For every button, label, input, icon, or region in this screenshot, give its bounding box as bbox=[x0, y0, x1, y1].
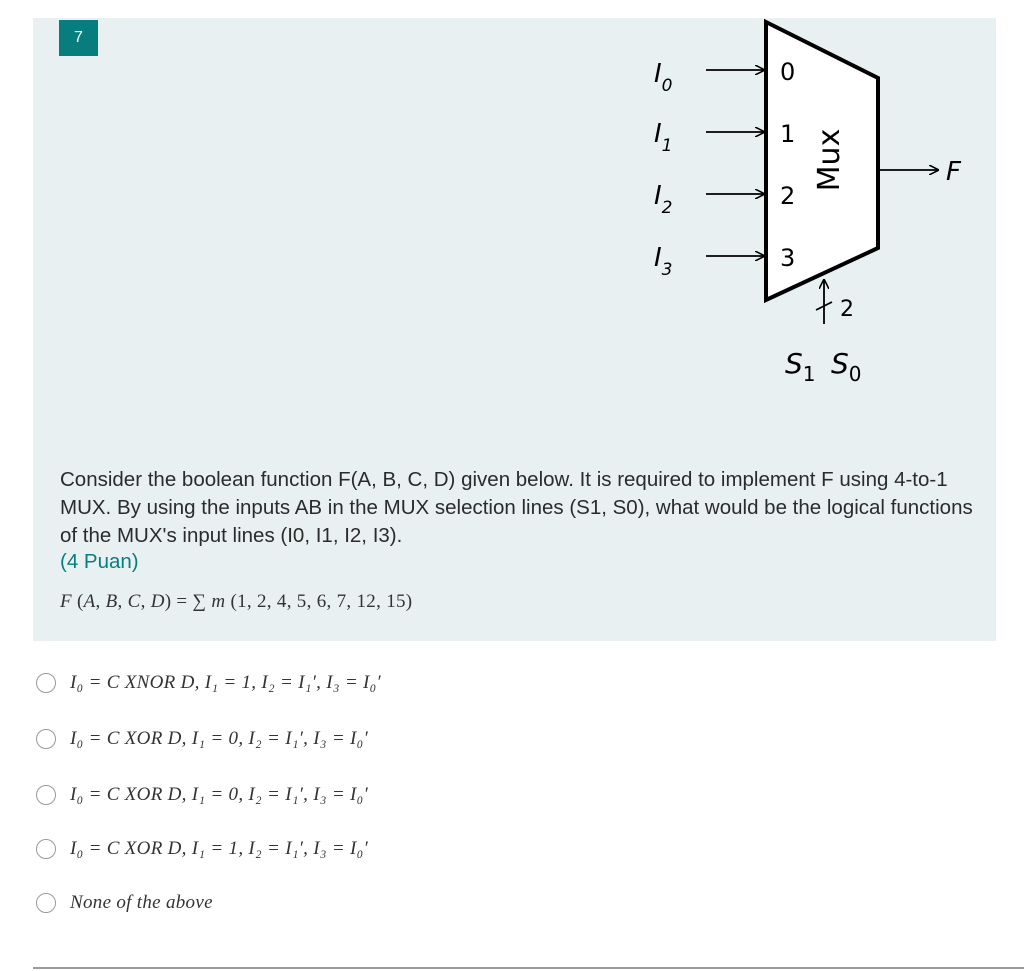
port-number-2: 2 bbox=[780, 182, 796, 210]
port-number-1: 1 bbox=[780, 120, 796, 148]
port-number-0: 0 bbox=[780, 58, 796, 86]
bottom-divider bbox=[33, 967, 1024, 969]
select-width-label: 2 bbox=[840, 297, 854, 322]
option-3[interactable] bbox=[36, 782, 368, 808]
option-5[interactable] bbox=[36, 890, 213, 916]
input-label-i0: $I_0$ bbox=[654, 59, 673, 96]
option-label: None of the above bbox=[70, 892, 213, 913]
boolean-function-formula: F (A, B, C, D) = ∑ m (1, 2, 4, 5, 6, 7, 12, 15) bbox=[60, 591, 413, 612]
mux-label: Mux bbox=[812, 128, 847, 192]
select-label-s1: $S_1$ bbox=[785, 347, 816, 386]
option-1[interactable] bbox=[36, 670, 381, 696]
option-label: I₀ = C XOR D, I₁ = 0, I₂ = I₁′, I₃ = I₀′ bbox=[70, 784, 369, 805]
input-label-i2: $I_2$ bbox=[654, 181, 673, 218]
radio-button-icon[interactable] bbox=[36, 673, 56, 693]
option-2[interactable] bbox=[36, 726, 368, 752]
radio-button-icon[interactable] bbox=[36, 785, 56, 805]
select-label-s0: $S_0$ bbox=[831, 347, 862, 386]
mux-diagram bbox=[620, 18, 980, 398]
port-number-3: 3 bbox=[780, 244, 796, 272]
radio-button-icon[interactable] bbox=[36, 729, 56, 749]
radio-button-icon[interactable] bbox=[36, 839, 56, 859]
question-text: Consider the boolean function F(A, B, C, D) given below. It is required to implement F using 4-to-1 MUX. By using the inputs AB in the MUX selection lines (S1, S0), what would be the logical functions of the MUX's input lines (I0, I1, I2, I3). bbox=[60, 468, 973, 547]
input-label-i3: $I_3$ bbox=[654, 243, 673, 280]
input-label-i1: $I_1$ bbox=[654, 119, 673, 156]
option-label: I₀ = C XOR D, I₁ = 1, I₂ = I₁′, I₃ = I₀′ bbox=[70, 838, 369, 859]
output-label: F bbox=[946, 157, 961, 187]
option-label: I₀ = C XNOR D, I₁ = 1, I₂ = I₁′, I₃ = I₀′ bbox=[70, 672, 381, 693]
option-4[interactable] bbox=[36, 836, 368, 862]
option-label: I₀ = C XOR D, I₁ = 0, I₂ = I₁′, I₃ = I₀′ bbox=[70, 728, 369, 749]
question-points: (4 Puan) bbox=[60, 550, 139, 573]
radio-button-icon[interactable] bbox=[36, 893, 56, 913]
question-number-badge: 7 bbox=[59, 20, 98, 56]
